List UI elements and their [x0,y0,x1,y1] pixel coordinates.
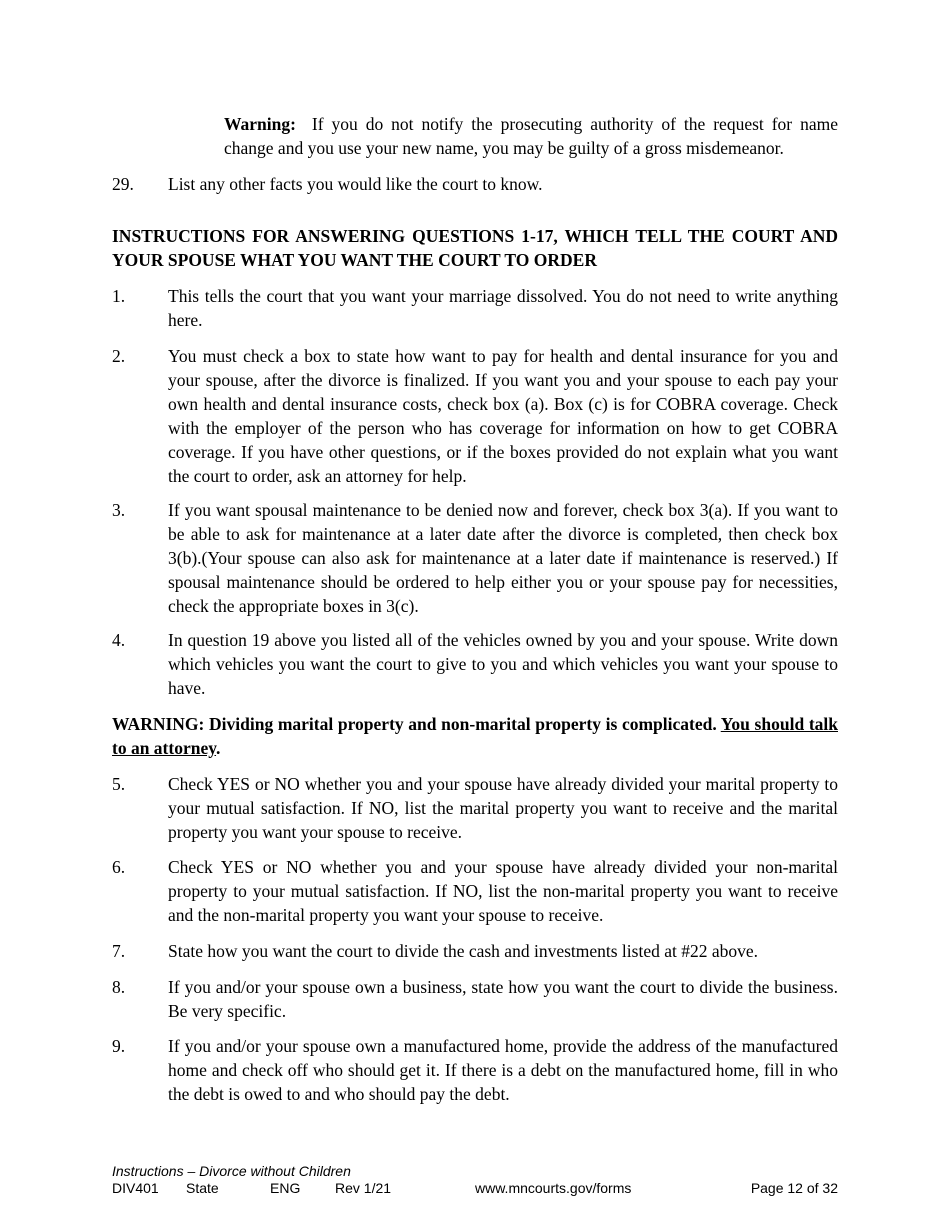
attorney-advice: You should talk to an attorney [112,714,838,758]
list-item [112,939,838,963]
instructions-heading: INSTRUCTIONS FOR ANSWERING QUESTIONS 1-17, WHICH TELL THE COURT AND YOUR SPOUSE WHAT YOU WANT THE COURT TO ORDER [112,226,838,270]
jurisdiction: State [186,1180,219,1196]
warning-text: If you do not notify the prosecuting authority of the request for name change and you use your new name, you may be guilty of a gross misdemeanor. [224,114,838,158]
item-number: 5. [112,774,126,794]
list-item [112,498,838,618]
item-number: 2. [112,346,126,366]
list-item [112,628,838,700]
list-item [112,172,838,196]
item-number: 3. [112,500,126,520]
name-change-warning [224,112,838,160]
footer-title: Instructions – Divorce without Children [112,1163,351,1179]
warning-label: Warning: [224,114,296,134]
item-number: 4. [112,630,126,650]
item-number: 29. [112,174,134,194]
warning-period: . [216,738,221,758]
item-number: 9. [112,1036,126,1056]
item-text: In question 19 above you listed all of the vehicles owned by you and your spouse. Write down which vehicles you want the court to give to you and which vehicles you want your spouse to have. [168,630,838,698]
item-text: This tells the court that you want your marriage dissolved. You do not need to write anything here. [168,286,838,330]
footer-row [112,1180,838,1197]
property-warning [112,712,838,760]
item-number: 7. [112,941,126,961]
item-text: State how you want the court to divide the cash and investments listed at #22 above. [168,941,759,961]
website-link[interactable]: www.mncourts.gov/forms [475,1180,632,1196]
language: ENG [270,1180,301,1196]
property-warning-text: WARNING: Dividing marital property and non-marital property is complicated. [112,714,717,734]
item-number: 1. [112,286,126,306]
item-text: List any other facts you would like the court to know. [168,174,543,194]
item-text: If you and/or your spouse own a manufactured home, provide the address of the manufactured home and check off who should get it. If there is a debt on the manufactured home, fill in who the debt is owed to and who should pay the debt. [168,1036,838,1104]
item-text: If you want spousal maintenance to be denied now and forever, check box 3(a). If you want to be able to ask for maintenance at a later date after the divorce is completed, then check box 3(b).(Your spouse can also ask for maintenance at a later date if maintenance is reserved.) If spousal maintenance should be ordered to help either you or your spouse pay for necessities, check the appropriate boxes in 3(c). [168,500,838,616]
form-id: DIV401 [112,1180,159,1196]
revision: Rev 1/21 [335,1180,392,1196]
list-item [112,772,838,844]
item-text: Check YES or NO whether you and your spouse have already divided your non-marital property to your mutual satisfaction. If NO, list the non-marital property you want to receive and the non-marital property you want your spouse to receive. [168,857,838,925]
list-item [112,344,838,488]
page-number: Page 12 of 32 [750,1180,838,1196]
list-item [112,1034,838,1106]
page-footer [112,1163,838,1197]
list-item [112,975,838,1023]
item-number: 6. [112,857,126,877]
item-number: 8. [112,977,126,997]
list-item [112,855,838,927]
item-text: Check YES or NO whether you and your spouse have already divided your marital property to your mutual satisfaction. If NO, list the marital property you want to receive and the marital property you want your spouse to receive. [168,774,838,842]
item-text: If you and/or your spouse own a business, state how you want the court to divide the business. Be very specific. [168,977,838,1021]
list-item [112,284,838,332]
item-text: You must check a box to state how want to pay for health and dental insurance for you and your spouse, after the divorce is finalized. If you want you and your spouse to each pay your own health and dental insurance costs, check box (a). Box (c) is for COBRA coverage. Check with the employer of the person who has coverage for information on how to get COBRA coverage. If you have other questions, or if the boxes provided do not explain what you want the court to order, ask an attorney for help. [168,346,838,486]
